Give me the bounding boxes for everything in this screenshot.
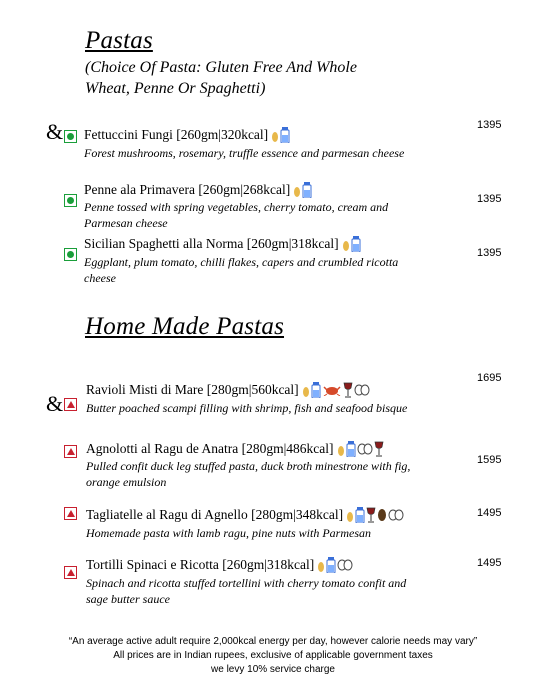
menu-item-price: 1395 — [477, 193, 502, 205]
wheat-icon — [302, 383, 310, 397]
wheat-icon — [342, 237, 350, 251]
menu-item-description: Butter poached scampi filling with shrimp, fish and seafood bisque — [86, 401, 408, 415]
menu-item-name: Penne ala Primavera [260gm|268kcal] — [84, 182, 312, 198]
menu-item-name: Tagliatelle al Ragu di Agnello [280gm|348kcal] — [86, 507, 404, 523]
seed-icon — [377, 508, 387, 522]
menu-item-price: 1695 — [477, 372, 502, 384]
milk-icon — [311, 382, 321, 398]
milk-icon — [302, 182, 312, 198]
section-title-home-made-pastas: Home Made Pastas — [85, 313, 285, 340]
milk-icon — [346, 441, 356, 457]
menu-item-price: 1395 — [477, 247, 502, 259]
menu-item-name: Fettuccini Fungi [260gm|320kcal] — [84, 127, 290, 143]
veg-icon — [64, 194, 77, 207]
price-disclaimer: All prices are in Indian rupees, exclusive of applicable government taxes — [113, 650, 433, 661]
nonveg-icon — [64, 566, 77, 579]
wheat-icon — [346, 508, 354, 522]
nut-icon — [354, 384, 370, 396]
menu-item-description: Pulled confit duck leg stuffed pasta, duck broth minestrone with fig, orange emulsion — [86, 459, 411, 489]
menu-item-name: Agnolotti al Ragu de Anatra [280gm|486kcal] — [86, 441, 384, 457]
calorie-disclaimer: “An average active adult require 2,000kcal energy per day, however calorie needs may vary” — [68, 636, 478, 647]
wheat-icon — [271, 128, 279, 142]
nut-icon — [357, 443, 373, 455]
nonveg-icon — [64, 445, 77, 458]
wheat-icon — [337, 442, 345, 456]
milk-icon — [351, 236, 361, 252]
menu-item-price: 1395 — [477, 119, 502, 131]
menu-item-description: Penne tossed with spring vegetables, cherry tomato, cream and Parmesan cheese — [84, 200, 389, 230]
service-charge-note: we levy 10% service charge — [211, 664, 335, 675]
menu-item-price: 1595 — [477, 454, 502, 466]
menu-item-price: 1495 — [477, 507, 502, 519]
milk-icon — [355, 507, 365, 523]
veg-icon — [64, 130, 77, 143]
milk-icon — [326, 557, 336, 573]
menu-item-description: Eggplant, plum tomato, chilli flakes, capers and crumbled ricotta cheese — [84, 255, 399, 285]
wine-icon — [366, 507, 376, 523]
pasta-choice-note: (Choice Of Pasta: Gluten Free And Whole Wheat, Penne Or Spaghetti) — [85, 59, 357, 97]
section-title-pastas: Pastas — [85, 27, 153, 54]
menu-item-description: Homemade pasta with lamb ragu, pine nuts with Parmesan — [86, 526, 371, 540]
wine-icon — [374, 441, 384, 457]
menu-item-description: Spinach and ricotta stuffed tortellini with cherry tomato confit and sage butter sauce — [86, 576, 407, 606]
nonveg-icon — [64, 507, 77, 520]
chef-special-mark: & — [46, 119, 64, 144]
wheat-icon — [317, 558, 325, 572]
nonveg-icon — [64, 398, 77, 411]
menu-item-description: Forest mushrooms, rosemary, truffle essence and parmesan cheese — [84, 146, 405, 160]
menu-item-name: Tortilli Spinaci e Ricotta [260gm|318kcal] — [86, 557, 353, 573]
milk-icon — [280, 127, 290, 143]
menu-item-name: Sicilian Spaghetti alla Norma [260gm|318kcal] — [84, 236, 361, 252]
crab-icon — [322, 384, 342, 396]
menu-item-price: 1495 — [477, 557, 502, 569]
nut-icon — [337, 559, 353, 571]
menu-item-name: Ravioli Misti di Mare [280gm|560kcal] — [86, 382, 370, 398]
veg-icon — [64, 248, 77, 261]
wheat-icon — [293, 183, 301, 197]
wine-icon — [343, 382, 353, 398]
nut-icon — [388, 509, 404, 521]
chef-special-mark: & — [46, 391, 64, 416]
